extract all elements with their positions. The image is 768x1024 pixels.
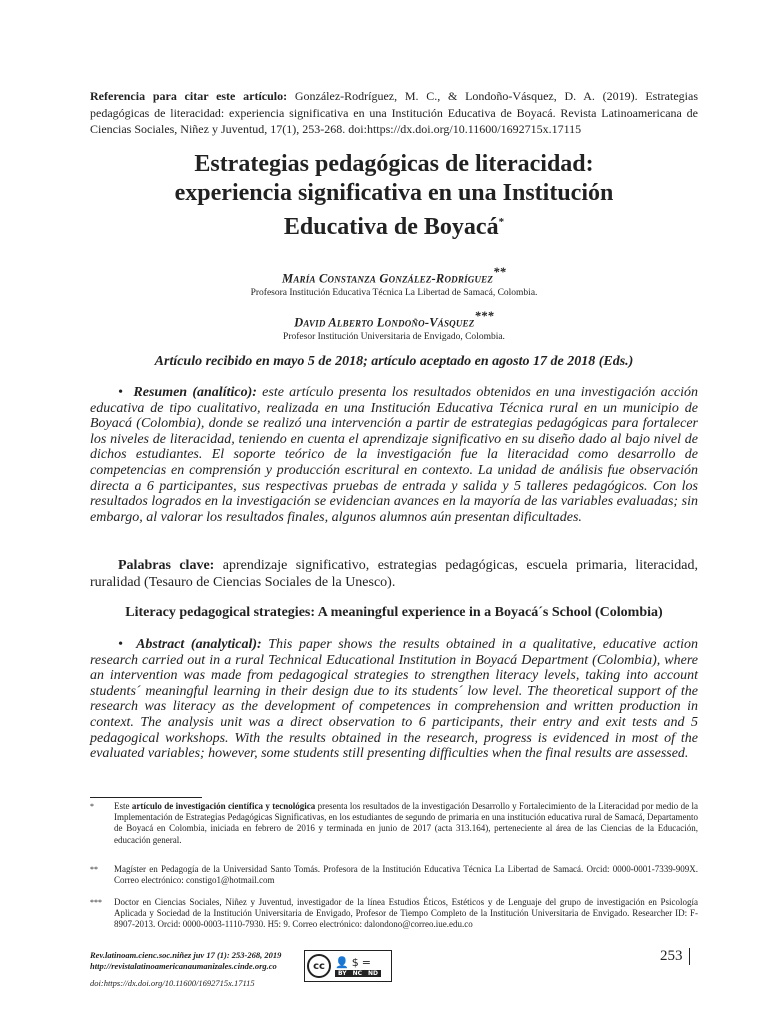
citation bbox=[90, 88, 698, 138]
cc-license-badge[interactable] bbox=[304, 950, 392, 982]
abstract bbox=[90, 637, 698, 762]
author-2-mark[interactable]: *** bbox=[474, 309, 494, 323]
english-title: Literacy pedagogical strategies: A meaningful experience in a Boyacá´s School (Colombia) bbox=[125, 605, 663, 620]
cc-logo-icon: cc bbox=[307, 954, 331, 978]
article-title bbox=[90, 150, 698, 242]
abstract-text: This paper shows the results obtained in a qualitative, educative action research carried out in a rural Technical Educational Institution in Boyacá Department (Colombia), where an intervention was made from pedagogical strategies to strengthen literacy levels, taking into account students´ meaningful learning in their design due to its students´ low level. The theoretical support of the research was literacy as the development of competences in comprehension and written production in context. The analysis unit was a direct observation to 6 participants, their entry and exit tests and 5 pedagogical workshops. With the results obtained in the research, progress is evidenced in most of the evaluated variables; however, some students still presenting difficulties when the final results are assessed. bbox=[90, 637, 698, 762]
abstract-label: Abstract (analytical): bbox=[136, 637, 262, 652]
footnote-1-mark: * bbox=[90, 802, 94, 811]
author-2-name: David Alberto Londoño-Vásquez bbox=[294, 315, 475, 330]
keywords-text: aprendizaje significativo, estrategias pedagógicas, escuela primaria, literacidad, ruralidad (Tesauro de Ciencias Sociales de la Unesco). bbox=[90, 558, 698, 590]
attribution-icon: 👤 bbox=[335, 955, 349, 969]
citation-label: Referencia para citar este artículo: bbox=[90, 89, 288, 103]
title-line-1: Estrategias pedagógicas de literacidad: bbox=[194, 151, 594, 177]
page-number: 253 bbox=[660, 948, 690, 965]
title-footnote-mark[interactable]: * bbox=[498, 216, 505, 228]
journal-reference: Rev.latinoam.cienc.soc.niñez juv 17 (1): 253-268, 2019 bbox=[90, 950, 282, 960]
resumen-text: este artículo presenta los resultados obtenidos en una investigación acción educativa de tipo cualitativo, realizada en una Institución Educativa Técnica rural en un municipio de Boyacá (Colombia), donde se realizó una intervención a partir de estrategias pedagógicas para fortalecer los niveles de literacidad, teniendo en cuenta el aprendizaje significativo en su diseño dado al bajo nivel de dichos estudiantes. El soporte teórico de la investigación fue la literacidad como desarrollo de competencias en comprensión y producción escritural en contexto. La unidad de análisis fue observación directa a 6 participantes, sus respectivas pruebas de entrada y salida y 5 talleres pedagógicos. Con los resultados logrados en la investigación se evidencian avances en la mayoría de las variables evaluadas; sin embargo, al valorar los resultados finales, algunos alumnos aún presentan dificultades. bbox=[90, 385, 698, 525]
author-1-name: María Constanza González-Rodríguez bbox=[282, 271, 494, 286]
footnote-1-bold: artículo de investigación científica y tecnológica bbox=[131, 801, 316, 811]
journal-footer bbox=[90, 950, 281, 989]
title-line-2: experiencia significativa en una Institución bbox=[174, 180, 614, 206]
footnote-2-pre: Magíster en Pedagogía de la Universidad Santo Tomás. Profesora de la Institución Educativa Técnica La Libertad de Samacá. Orcid: 0000-0001-7339-909X. Correo electrónico: constigo1@hotmail.com bbox=[114, 864, 698, 886]
received-date: Artículo recibido en mayo 5 de 2018; artículo aceptado en agosto 17 de 2018 (Eds.) bbox=[154, 354, 634, 369]
noncommercial-icon: $ bbox=[351, 955, 359, 969]
author-1 bbox=[90, 265, 698, 299]
journal-doi[interactable]: doi:https://dx.doi.org/10.11600/1692715x.17115 bbox=[90, 978, 255, 988]
footnote-3-pre: Doctor en Ciencias Sociales, Niñez y Juventud, investigador de la línea Estudios Éticos, Estéticos y de Lenguaje del grupo de investigación en Psicología Aplicada y Sociedad de la Institución Universitaria de Envigado, Profesor de Tiempo Completo de la Institución Universitaria de Envigado. Researcher ID: F-8907-2013. Orcid: 0000-0003-1110-7930. H5: 9. Correo electrónico: dalondono@correo.iue.edu.co bbox=[114, 897, 698, 930]
license-nc: NC bbox=[352, 969, 363, 977]
license-nd: ND bbox=[368, 969, 379, 977]
title-line-3: Educativa de Boyacá bbox=[283, 214, 499, 240]
keywords bbox=[90, 557, 698, 591]
citation-text: González-Rodríguez, M. C., & Londoño-Vásquez, D. A. (2019). Estrategias pedagógicas de literacidad: experiencia significativa en una Institución Educativa de Boyacá. Revista Latinoamericana de Ciencias Sociales, Niñez y Juventud, 17(1), 253-268. doi:https://dx.doi.org/10.11600/1692715x.17115 bbox=[90, 89, 698, 136]
author-1-affiliation: Profesora Institución Educativa Técnica La Libertad de Samacá, Colombia. bbox=[250, 288, 538, 299]
abstract-bullet: • bbox=[118, 637, 123, 652]
footnote-1-pre: Este bbox=[114, 801, 132, 811]
footnote-1-post: presenta los resultados de la investigación Desarrollo y Fortalecimiento de la Literacidad por medio de la Implementación de Estrategias Pedagógicas Significativas, en los estudiantes de segundo de primaria en una institución educativa rural de Samacá, Departamento de Boyacá en Colombia, iniciada en febrero de 2016 y terminada en junio de 2017 (acta 313.164), perteneciente al área de las Ciencias de la Educación, educación general. bbox=[114, 801, 699, 845]
footnote-2 bbox=[90, 864, 698, 886]
author-1-mark[interactable]: ** bbox=[493, 265, 506, 279]
author-2 bbox=[90, 309, 698, 343]
keywords-label: Palabras clave: bbox=[118, 558, 215, 573]
footnote-2-mark: ** bbox=[90, 865, 98, 874]
resumen bbox=[90, 385, 698, 525]
footnote-3-mark: *** bbox=[90, 898, 102, 907]
footnote-1 bbox=[90, 801, 698, 846]
resumen-label: Resumen (analítico): bbox=[133, 385, 257, 400]
noderivatives-icon: = bbox=[361, 955, 371, 969]
resumen-bullet: • bbox=[118, 385, 123, 400]
article-page bbox=[90, 0, 698, 1024]
author-2-affiliation: Profesor Institución Universitaria de Envigado, Colombia. bbox=[283, 332, 505, 343]
footnote-3 bbox=[90, 897, 698, 931]
journal-url[interactable]: http://revistalatinoamericanaumanizales.cinde.org.co bbox=[90, 961, 277, 971]
license-by: BY bbox=[338, 969, 347, 977]
footnote-divider bbox=[90, 797, 202, 798]
